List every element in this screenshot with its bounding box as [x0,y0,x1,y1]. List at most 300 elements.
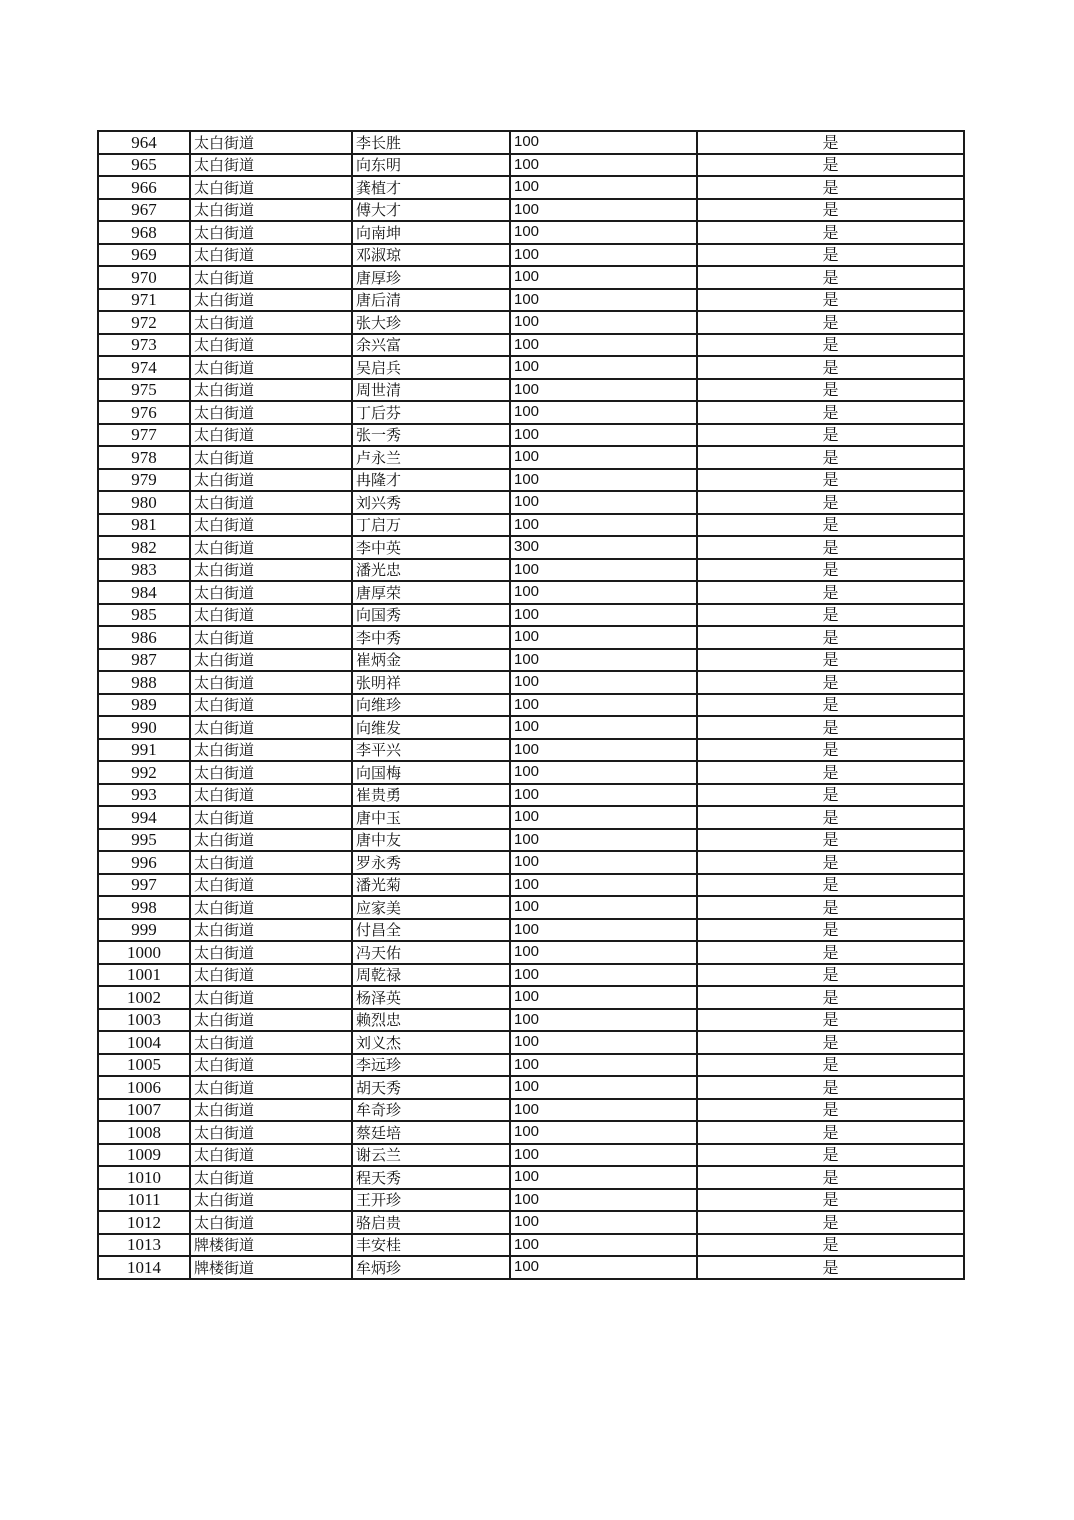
table-row [98,851,964,874]
street-cell: 太白街道 [190,671,352,694]
row-index-cell: 991 [98,739,190,762]
street-cell: 太白街道 [190,401,352,424]
status-cell: 是 [697,581,964,604]
name-cell: 张明祥 [352,671,510,694]
table-row [98,1054,964,1077]
status-cell: 是 [697,964,964,987]
row-index-cell: 982 [98,536,190,559]
status-cell: 是 [697,446,964,469]
name-cell: 潘光菊 [352,874,510,897]
amount-cell: 100 [510,919,697,942]
amount-cell: 100 [510,1054,697,1077]
street-cell: 太白街道 [190,379,352,402]
amount-cell: 100 [510,874,697,897]
row-index-cell: 966 [98,176,190,199]
amount-cell: 100 [510,244,697,267]
status-cell: 是 [697,401,964,424]
status-cell: 是 [697,424,964,447]
name-cell: 张大珍 [352,311,510,334]
row-index-cell: 967 [98,199,190,222]
table-row [98,1121,964,1144]
status-cell: 是 [697,716,964,739]
table-row [98,919,964,942]
row-index-cell: 1010 [98,1166,190,1189]
status-cell: 是 [697,154,964,177]
amount-cell: 100 [510,401,697,424]
status-cell: 是 [697,671,964,694]
street-cell: 太白街道 [190,176,352,199]
row-index-cell: 1007 [98,1099,190,1122]
name-cell: 应家美 [352,896,510,919]
amount-cell: 100 [510,1256,697,1279]
row-index-cell: 1002 [98,986,190,1009]
amount-cell: 100 [510,289,697,312]
table-row [98,334,964,357]
status-cell: 是 [697,244,964,267]
name-cell: 唐中友 [352,829,510,852]
amount-cell: 100 [510,941,697,964]
table-row [98,739,964,762]
name-cell: 王开珍 [352,1189,510,1212]
row-index-cell: 987 [98,649,190,672]
status-cell: 是 [697,491,964,514]
table-row [98,784,964,807]
table-row [98,356,964,379]
status-cell: 是 [697,199,964,222]
street-cell: 太白街道 [190,581,352,604]
name-cell: 牟炳珍 [352,1256,510,1279]
row-index-cell: 995 [98,829,190,852]
street-cell: 太白街道 [190,514,352,537]
table-row [98,1189,964,1212]
name-cell: 崔炳金 [352,649,510,672]
status-cell: 是 [697,896,964,919]
street-cell: 太白街道 [190,1121,352,1144]
table-row [98,401,964,424]
table-row [98,514,964,537]
amount-cell: 100 [510,221,697,244]
amount-cell: 100 [510,671,697,694]
name-cell: 向国梅 [352,761,510,784]
table-body [98,131,964,1279]
row-index-cell: 988 [98,671,190,694]
table-row [98,379,964,402]
row-index-cell: 996 [98,851,190,874]
table-row [98,131,964,154]
street-cell: 太白街道 [190,1054,352,1077]
table-row [98,491,964,514]
street-cell: 太白街道 [190,1189,352,1212]
status-cell: 是 [697,221,964,244]
street-cell: 牌楼街道 [190,1234,352,1257]
row-index-cell: 1006 [98,1076,190,1099]
row-index-cell: 1004 [98,1031,190,1054]
table-row [98,1144,964,1167]
name-cell: 付昌全 [352,919,510,942]
table-row [98,221,964,244]
table-row [98,806,964,829]
status-cell: 是 [697,919,964,942]
status-cell: 是 [697,176,964,199]
street-cell: 太白街道 [190,154,352,177]
name-cell: 唐后清 [352,289,510,312]
status-cell: 是 [697,1166,964,1189]
name-cell: 罗永秀 [352,851,510,874]
amount-cell: 100 [510,784,697,807]
amount-cell: 100 [510,649,697,672]
street-cell: 太白街道 [190,649,352,672]
table-row [98,1031,964,1054]
amount-cell: 100 [510,469,697,492]
name-cell: 向维发 [352,716,510,739]
status-cell: 是 [697,1211,964,1234]
table-row [98,874,964,897]
street-cell: 太白街道 [190,986,352,1009]
amount-cell: 100 [510,1009,697,1032]
table-row [98,154,964,177]
row-index-cell: 1003 [98,1009,190,1032]
status-cell: 是 [697,1054,964,1077]
amount-cell: 100 [510,829,697,852]
status-cell: 是 [697,649,964,672]
status-cell: 是 [697,739,964,762]
name-cell: 李中秀 [352,626,510,649]
row-index-cell: 984 [98,581,190,604]
status-cell: 是 [697,1189,964,1212]
status-cell: 是 [697,1076,964,1099]
row-index-cell: 1009 [98,1144,190,1167]
amount-cell: 100 [510,559,697,582]
street-cell: 太白街道 [190,604,352,627]
row-index-cell: 977 [98,424,190,447]
row-index-cell: 999 [98,919,190,942]
table-row [98,1256,964,1279]
amount-cell: 100 [510,1166,697,1189]
amount-cell: 100 [510,334,697,357]
table-row [98,761,964,784]
street-cell: 太白街道 [190,1144,352,1167]
row-index-cell: 993 [98,784,190,807]
amount-cell: 100 [510,604,697,627]
status-cell: 是 [697,311,964,334]
row-index-cell: 976 [98,401,190,424]
amount-cell: 100 [510,739,697,762]
amount-cell: 100 [510,1099,697,1122]
status-cell: 是 [697,694,964,717]
street-cell: 太白街道 [190,1099,352,1122]
status-cell: 是 [697,1009,964,1032]
name-cell: 余兴富 [352,334,510,357]
table-row [98,626,964,649]
row-index-cell: 1001 [98,964,190,987]
street-cell: 太白街道 [190,874,352,897]
street-cell: 太白街道 [190,806,352,829]
status-cell: 是 [697,514,964,537]
status-cell: 是 [697,626,964,649]
status-cell: 是 [697,761,964,784]
table-row [98,446,964,469]
street-cell: 太白街道 [190,829,352,852]
name-cell: 周乾禄 [352,964,510,987]
street-cell: 太白街道 [190,739,352,762]
row-index-cell: 978 [98,446,190,469]
table-row [98,649,964,672]
status-cell: 是 [697,1256,964,1279]
row-index-cell: 969 [98,244,190,267]
street-cell: 太白街道 [190,1031,352,1054]
table-row [98,581,964,604]
status-cell: 是 [697,131,964,154]
street-cell: 太白街道 [190,266,352,289]
street-cell: 太白街道 [190,356,352,379]
table-row [98,1009,964,1032]
row-index-cell: 973 [98,334,190,357]
row-index-cell: 970 [98,266,190,289]
amount-cell: 100 [510,199,697,222]
row-index-cell: 975 [98,379,190,402]
name-cell: 龚植才 [352,176,510,199]
status-cell: 是 [697,289,964,312]
name-cell: 吴启兵 [352,356,510,379]
table-row [98,266,964,289]
status-cell: 是 [697,941,964,964]
name-cell: 向维珍 [352,694,510,717]
amount-cell: 100 [510,964,697,987]
status-cell: 是 [697,851,964,874]
table-row [98,1099,964,1122]
table-row [98,694,964,717]
row-index-cell: 989 [98,694,190,717]
street-cell: 太白街道 [190,851,352,874]
name-cell: 冯天佑 [352,941,510,964]
name-cell: 牟奇珍 [352,1099,510,1122]
street-cell: 太白街道 [190,716,352,739]
street-cell: 太白街道 [190,289,352,312]
name-cell: 李长胜 [352,131,510,154]
amount-cell: 100 [510,581,697,604]
amount-cell: 100 [510,1144,697,1167]
amount-cell: 100 [510,356,697,379]
row-index-cell: 997 [98,874,190,897]
table-row [98,1076,964,1099]
street-cell: 太白街道 [190,1166,352,1189]
amount-cell: 100 [510,424,697,447]
row-index-cell: 990 [98,716,190,739]
table-row [98,1211,964,1234]
street-cell: 太白街道 [190,199,352,222]
table-row [98,986,964,1009]
name-cell: 唐中玉 [352,806,510,829]
table-row [98,311,964,334]
status-cell: 是 [697,874,964,897]
status-cell: 是 [697,604,964,627]
street-cell: 太白街道 [190,761,352,784]
table-row [98,941,964,964]
row-index-cell: 983 [98,559,190,582]
name-cell: 程天秀 [352,1166,510,1189]
amount-cell: 100 [510,896,697,919]
status-cell: 是 [697,334,964,357]
name-cell: 向南坤 [352,221,510,244]
amount-cell: 100 [510,1031,697,1054]
street-cell: 太白街道 [190,964,352,987]
amount-cell: 100 [510,1189,697,1212]
street-cell: 太白街道 [190,491,352,514]
street-cell: 太白街道 [190,1211,352,1234]
row-index-cell: 974 [98,356,190,379]
table-row [98,896,964,919]
status-cell: 是 [697,536,964,559]
name-cell: 刘义杰 [352,1031,510,1054]
amount-cell: 100 [510,694,697,717]
status-cell: 是 [697,829,964,852]
table-row [98,604,964,627]
amount-cell: 100 [510,491,697,514]
name-cell: 杨泽英 [352,986,510,1009]
name-cell: 丰安桂 [352,1234,510,1257]
status-cell: 是 [697,1234,964,1257]
amount-cell: 100 [510,1211,697,1234]
row-index-cell: 971 [98,289,190,312]
row-index-cell: 994 [98,806,190,829]
name-cell: 唐厚珍 [352,266,510,289]
name-cell: 丁后芬 [352,401,510,424]
amount-cell: 100 [510,154,697,177]
amount-cell: 100 [510,514,697,537]
amount-cell: 100 [510,311,697,334]
row-index-cell: 980 [98,491,190,514]
row-index-cell: 1000 [98,941,190,964]
street-cell: 太白街道 [190,311,352,334]
street-cell: 太白街道 [190,1076,352,1099]
data-table [97,130,965,1280]
row-index-cell: 1013 [98,1234,190,1257]
amount-cell: 100 [510,379,697,402]
row-index-cell: 1012 [98,1211,190,1234]
table-row [98,671,964,694]
table-row [98,289,964,312]
street-cell: 太白街道 [190,446,352,469]
name-cell: 骆启贵 [352,1211,510,1234]
street-cell: 太白街道 [190,334,352,357]
status-cell: 是 [697,356,964,379]
row-index-cell: 968 [98,221,190,244]
name-cell: 向东明 [352,154,510,177]
name-cell: 蔡廷培 [352,1121,510,1144]
name-cell: 丁启万 [352,514,510,537]
table-row [98,424,964,447]
street-cell: 太白街道 [190,559,352,582]
row-index-cell: 964 [98,131,190,154]
name-cell: 李中英 [352,536,510,559]
name-cell: 唐厚荣 [352,581,510,604]
table-row [98,716,964,739]
row-index-cell: 1005 [98,1054,190,1077]
row-index-cell: 981 [98,514,190,537]
status-cell: 是 [697,1099,964,1122]
street-cell: 太白街道 [190,244,352,267]
status-cell: 是 [697,469,964,492]
row-index-cell: 992 [98,761,190,784]
street-cell: 太白街道 [190,469,352,492]
name-cell: 冉隆才 [352,469,510,492]
name-cell: 刘兴秀 [352,491,510,514]
amount-cell: 100 [510,1076,697,1099]
street-cell: 太白街道 [190,896,352,919]
street-cell: 太白街道 [190,1009,352,1032]
name-cell: 傅大才 [352,199,510,222]
status-cell: 是 [697,1031,964,1054]
row-index-cell: 1014 [98,1256,190,1279]
street-cell: 牌楼街道 [190,1256,352,1279]
table-row [98,559,964,582]
amount-cell: 100 [510,1121,697,1144]
row-index-cell: 979 [98,469,190,492]
name-cell: 卢永兰 [352,446,510,469]
amount-cell: 100 [510,131,697,154]
street-cell: 太白街道 [190,536,352,559]
name-cell: 张一秀 [352,424,510,447]
row-index-cell: 1008 [98,1121,190,1144]
status-cell: 是 [697,1144,964,1167]
row-index-cell: 998 [98,896,190,919]
amount-cell: 100 [510,626,697,649]
amount-cell: 100 [510,716,697,739]
street-cell: 太白街道 [190,941,352,964]
row-index-cell: 985 [98,604,190,627]
row-index-cell: 965 [98,154,190,177]
status-cell: 是 [697,806,964,829]
name-cell: 李平兴 [352,739,510,762]
amount-cell: 100 [510,761,697,784]
table-row [98,1166,964,1189]
status-cell: 是 [697,1121,964,1144]
street-cell: 太白街道 [190,131,352,154]
amount-cell: 100 [510,851,697,874]
street-cell: 太白街道 [190,919,352,942]
table-row [98,176,964,199]
amount-cell: 100 [510,446,697,469]
street-cell: 太白街道 [190,626,352,649]
name-cell: 周世清 [352,379,510,402]
row-index-cell: 972 [98,311,190,334]
table-row [98,244,964,267]
name-cell: 谢云兰 [352,1144,510,1167]
street-cell: 太白街道 [190,221,352,244]
table-row [98,964,964,987]
status-cell: 是 [697,559,964,582]
amount-cell: 300 [510,536,697,559]
status-cell: 是 [697,379,964,402]
name-cell: 李远珍 [352,1054,510,1077]
amount-cell: 100 [510,806,697,829]
status-cell: 是 [697,986,964,1009]
row-index-cell: 986 [98,626,190,649]
street-cell: 太白街道 [190,694,352,717]
amount-cell: 100 [510,986,697,1009]
table-row [98,1234,964,1257]
name-cell: 赖烈忠 [352,1009,510,1032]
row-index-cell: 1011 [98,1189,190,1212]
table-row [98,829,964,852]
name-cell: 向国秀 [352,604,510,627]
name-cell: 邓淑琼 [352,244,510,267]
table-row [98,199,964,222]
street-cell: 太白街道 [190,424,352,447]
amount-cell: 100 [510,176,697,199]
amount-cell: 100 [510,1234,697,1257]
table-row [98,536,964,559]
